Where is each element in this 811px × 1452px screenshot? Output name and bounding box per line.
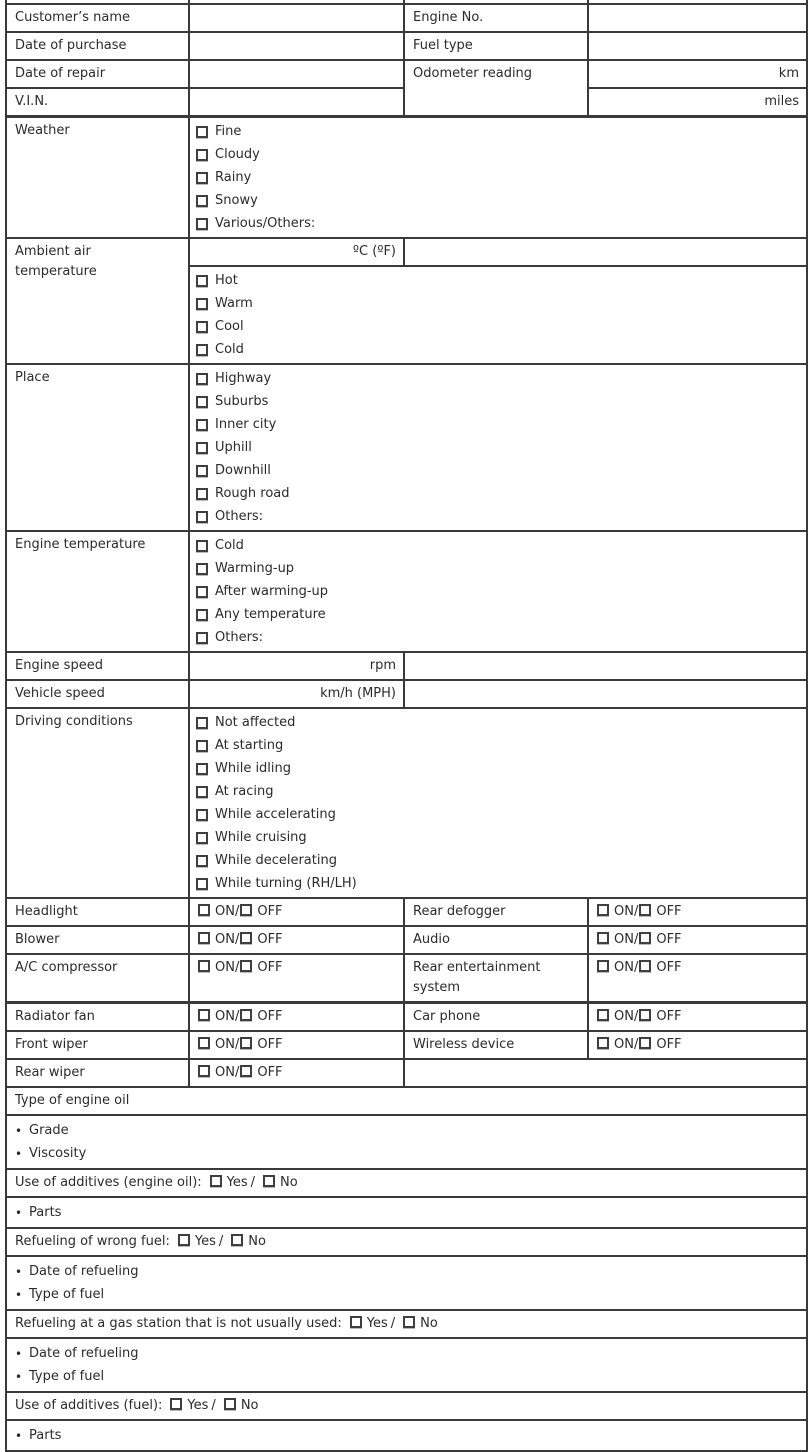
- parts-row-2: [6, 1420, 807, 1451]
- bullet-item: [15, 1201, 798, 1224]
- question-text: Use of additives (fuel):: [15, 1398, 163, 1413]
- checkbox-option[interactable]: [196, 390, 800, 413]
- bullet-icon: •: [15, 1146, 23, 1161]
- bullet-item: [15, 1283, 798, 1306]
- no-label: No: [248, 1234, 266, 1249]
- checkbox-icon[interactable]: [198, 904, 210, 916]
- checkbox-icon[interactable]: [196, 763, 208, 775]
- use-of-additives-fuel-cell: [6, 1392, 807, 1420]
- radiator-fan-onoff-cell: [189, 1003, 404, 1032]
- headlight-label: Headlight: [6, 898, 189, 926]
- vehicle-speed-unit-cell[interactable]: km/h (MPH): [189, 680, 404, 708]
- table-row: [6, 32, 807, 60]
- checkbox-option[interactable]: [196, 166, 800, 189]
- option-label: Others:: [215, 508, 264, 524]
- checkbox-icon[interactable]: [263, 1175, 275, 1187]
- checkbox-icon[interactable]: [196, 609, 208, 621]
- on-label: ON/: [614, 904, 639, 919]
- yes-label: Yes: [226, 1175, 248, 1190]
- checkbox-icon[interactable]: [196, 786, 208, 798]
- option-label: Not affected: [215, 714, 296, 730]
- bullet-label: Type of fuel: [29, 1368, 105, 1384]
- refueling-details-cell-2: [6, 1338, 807, 1392]
- blower-onoff-cell: [189, 926, 404, 954]
- radiator-fan-row: [6, 1003, 807, 1032]
- fuel-type-input-cell[interactable]: [588, 32, 807, 60]
- gas-station-row: [6, 1310, 807, 1338]
- checkbox-icon[interactable]: [198, 960, 210, 972]
- checkbox-icon[interactable]: [210, 1175, 222, 1187]
- engine-temperature-label: Engine temperature: [6, 531, 189, 652]
- date-of-purchase-label: Date of purchase: [6, 32, 189, 60]
- option-label: At racing: [215, 783, 274, 799]
- vin-input-cell[interactable]: [189, 88, 404, 117]
- checkbox-option[interactable]: [196, 780, 800, 803]
- engine-temperature-options-cell: [189, 531, 807, 652]
- bullet-item: [15, 1142, 798, 1165]
- option-label: Warm: [215, 295, 253, 311]
- checkbox-icon[interactable]: [196, 878, 208, 890]
- option-label: Fine: [215, 123, 242, 139]
- option-label: At starting: [215, 737, 284, 753]
- headlight-row: [6, 898, 807, 926]
- on-label: ON/: [215, 1037, 240, 1052]
- rear-entertainment-onoff-cell: [588, 954, 807, 1003]
- wireless-device-label: Wireless device: [404, 1031, 588, 1059]
- off-label: OFF: [656, 960, 682, 975]
- off-label: OFF: [257, 1037, 283, 1052]
- date-of-purchase-input-cell[interactable]: [189, 32, 404, 60]
- rear-entertainment-system-label: [404, 954, 588, 1003]
- option-label: Others:: [215, 629, 264, 645]
- bullet-icon: •: [15, 1346, 23, 1361]
- bullet-label: Date of refueling: [29, 1345, 139, 1361]
- off-label: OFF: [257, 1065, 283, 1080]
- option-label: Snowy: [215, 192, 258, 208]
- checkbox-icon[interactable]: [196, 540, 208, 552]
- option-label: Cool: [215, 318, 244, 334]
- no-label: No: [420, 1316, 438, 1331]
- use-of-additives-oil-cell: [6, 1169, 807, 1197]
- question-text: Use of additives (engine oil):: [15, 1175, 202, 1190]
- bullet-label: Parts: [29, 1204, 62, 1220]
- refueling-details-row: [6, 1256, 807, 1310]
- engine-no-input-cell[interactable]: [588, 4, 807, 32]
- ambient-options-cell: [189, 266, 807, 364]
- radiator-fan-label: Radiator fan: [6, 1003, 189, 1032]
- engine-temperature-row: [6, 531, 807, 652]
- use-of-additives-fuel-row: [6, 1392, 807, 1420]
- checkbox-icon[interactable]: [639, 932, 651, 944]
- on-label: ON/: [215, 1065, 240, 1080]
- checkbox-icon[interactable]: [198, 1037, 210, 1049]
- checkbox-option[interactable]: [196, 292, 800, 315]
- vehicle-speed-label: Vehicle speed: [6, 680, 189, 708]
- bullet-item: [15, 1119, 798, 1142]
- checkbox-icon[interactable]: [240, 904, 252, 916]
- checkbox-icon[interactable]: [196, 465, 208, 477]
- off-label: OFF: [257, 904, 283, 919]
- table-row: [6, 60, 807, 88]
- vehicle-diagnostic-form-table: [5, 0, 808, 1452]
- option-label: While turning (RH/LH): [215, 875, 357, 891]
- on-label: ON/: [614, 932, 639, 947]
- checkbox-icon[interactable]: [196, 586, 208, 598]
- checkbox-option[interactable]: [196, 826, 800, 849]
- bullet-icon: •: [15, 1369, 23, 1384]
- ambient-value-input-cell[interactable]: [404, 238, 807, 266]
- checkbox-icon[interactable]: [196, 195, 208, 207]
- oil-bullets-row: [6, 1115, 807, 1169]
- parts-row: [6, 1197, 807, 1228]
- separator: /: [211, 1398, 216, 1413]
- type-of-engine-oil-label: Type of engine oil: [6, 1087, 807, 1115]
- option-label: Cloudy: [215, 146, 260, 162]
- rear-wiper-row: [6, 1059, 807, 1087]
- checkbox-icon[interactable]: [196, 511, 208, 523]
- option-label: Suburbs: [215, 393, 269, 409]
- checkbox-icon[interactable]: [196, 149, 208, 161]
- option-label: Warming-up: [215, 560, 295, 576]
- checkbox-icon[interactable]: [198, 1009, 210, 1021]
- checkbox-icon[interactable]: [196, 344, 208, 356]
- yes-label: Yes: [366, 1316, 388, 1331]
- separator: /: [218, 1234, 224, 1249]
- checkbox-icon[interactable]: [196, 809, 208, 821]
- checkbox-icon[interactable]: [403, 1316, 415, 1328]
- vin-label: V.I.N.: [6, 88, 189, 117]
- no-label: No: [240, 1398, 259, 1413]
- car-phone-onoff-cell: [588, 1003, 807, 1032]
- yes-label: Yes: [194, 1234, 216, 1249]
- checkbox-option[interactable]: [196, 143, 800, 166]
- separator: /: [390, 1316, 396, 1331]
- bullet-label: Date of refueling: [29, 1263, 139, 1279]
- checkbox-icon[interactable]: [196, 275, 208, 287]
- checkbox-icon[interactable]: [639, 1037, 651, 1049]
- rear-defogger-label: Rear defogger: [404, 898, 588, 926]
- checkbox-icon[interactable]: [170, 1398, 182, 1410]
- checkbox-icon[interactable]: [350, 1316, 362, 1328]
- rear-wiper-label: Rear wiper: [6, 1059, 189, 1087]
- engine-speed-label: Engine speed: [6, 652, 189, 680]
- option-label: While decelerating: [215, 852, 337, 868]
- bullet-icon: •: [15, 1287, 23, 1302]
- ambient-air-temperature-label: [6, 238, 189, 364]
- bullet-icon: •: [15, 1264, 23, 1279]
- rear-wiper-onoff-cell: [189, 1059, 404, 1087]
- checkbox-icon[interactable]: [196, 717, 208, 729]
- bullet-icon: •: [15, 1123, 23, 1138]
- option-label: Hot: [215, 272, 238, 288]
- fuel-type-label: Fuel type: [404, 32, 588, 60]
- option-label: Rough road: [215, 485, 290, 501]
- off-label: OFF: [257, 1009, 283, 1024]
- checkbox-option[interactable]: [196, 367, 800, 390]
- checkbox-option[interactable]: [196, 534, 800, 557]
- oil-bullets-cell: [6, 1115, 807, 1169]
- blower-label: Blower: [6, 926, 189, 954]
- no-label: No: [280, 1175, 298, 1190]
- checkbox-option[interactable]: [196, 626, 800, 649]
- checkbox-icon[interactable]: [240, 960, 252, 972]
- checkbox-icon[interactable]: [639, 1009, 651, 1021]
- checkbox-icon[interactable]: [224, 1398, 236, 1410]
- checkbox-icon[interactable]: [597, 1037, 609, 1049]
- refueling-details-cell: [6, 1256, 807, 1310]
- checkbox-icon[interactable]: [231, 1234, 243, 1246]
- option-label: Downhill: [215, 462, 271, 478]
- checkbox-icon[interactable]: [196, 855, 208, 867]
- checkbox-option[interactable]: [196, 557, 800, 580]
- checkbox-icon[interactable]: [196, 298, 208, 310]
- odometer-miles-cell[interactable]: miles: [588, 88, 807, 117]
- option-label: Inner city: [215, 416, 277, 432]
- label-line: temperature: [15, 264, 97, 279]
- bullet-label: Grade: [29, 1122, 69, 1138]
- checkbox-icon[interactable]: [178, 1234, 190, 1246]
- front-wiper-label: Front wiper: [6, 1031, 189, 1059]
- checkbox-icon[interactable]: [240, 1009, 252, 1021]
- checkbox-icon[interactable]: [196, 740, 208, 752]
- off-label: OFF: [656, 932, 682, 947]
- checkbox-option[interactable]: [196, 269, 800, 292]
- place-label: Place: [6, 364, 189, 531]
- on-label: ON/: [215, 932, 240, 947]
- checkbox-option[interactable]: [196, 413, 800, 436]
- blower-row: [6, 926, 807, 954]
- checkbox-option[interactable]: [196, 315, 800, 338]
- checkbox-option[interactable]: [196, 734, 800, 757]
- option-label: While accelerating: [215, 806, 336, 822]
- checkbox-option[interactable]: [196, 505, 800, 528]
- checkbox-option[interactable]: [196, 872, 800, 895]
- on-label: ON/: [215, 1009, 240, 1024]
- ambient-unit-cell[interactable]: ºC (ºF): [189, 238, 404, 266]
- odometer-km-cell[interactable]: km: [588, 60, 807, 88]
- table-row: [6, 4, 807, 32]
- checkbox-icon[interactable]: [196, 396, 208, 408]
- checkbox-icon[interactable]: [240, 1037, 252, 1049]
- date-of-repair-label: Date of repair: [6, 60, 189, 88]
- option-label: Any temperature: [215, 606, 326, 622]
- engine-speed-unit-cell[interactable]: rpm: [189, 652, 404, 680]
- customers-name-input-cell[interactable]: [189, 4, 404, 32]
- weather-row: [6, 117, 807, 239]
- checkbox-icon[interactable]: [198, 1065, 210, 1077]
- bullet-item: [15, 1260, 798, 1283]
- checkbox-option[interactable]: [196, 803, 800, 826]
- ac-compressor-row: [6, 954, 807, 1003]
- option-label: Various/Others:: [215, 215, 316, 231]
- bullet-label: Viscosity: [29, 1145, 87, 1161]
- driving-conditions-options-cell: [189, 708, 807, 898]
- customers-name-label: Customer’s name: [6, 4, 189, 32]
- refueling-wrong-fuel-cell: [6, 1228, 807, 1256]
- checkbox-option[interactable]: [196, 580, 800, 603]
- label-text: Rear entertainment system: [413, 960, 541, 995]
- checkbox-icon[interactable]: [196, 172, 208, 184]
- checkbox-icon[interactable]: [196, 126, 208, 138]
- question-text: Refueling of wrong fuel:: [15, 1234, 170, 1249]
- front-wiper-row: [6, 1031, 807, 1059]
- option-label: While idling: [215, 760, 292, 776]
- engine-speed-input-cell[interactable]: [404, 652, 807, 680]
- yes-label: Yes: [187, 1398, 209, 1413]
- empty-cell: [404, 1059, 807, 1087]
- checkbox-icon[interactable]: [597, 960, 609, 972]
- checkbox-option[interactable]: [196, 436, 800, 459]
- checkbox-option[interactable]: [196, 849, 800, 872]
- place-row: [6, 364, 807, 531]
- checkbox-icon[interactable]: [240, 1065, 252, 1077]
- checkbox-option[interactable]: [196, 711, 800, 734]
- headlight-onoff-cell: [189, 898, 404, 926]
- bullet-item: [15, 1424, 798, 1447]
- on-label: ON/: [614, 1037, 639, 1052]
- weather-label: Weather: [6, 117, 189, 239]
- audio-label: Audio: [404, 926, 588, 954]
- bullet-label: Type of fuel: [29, 1286, 105, 1302]
- checkbox-option[interactable]: [196, 338, 800, 361]
- bullet-icon: •: [15, 1428, 23, 1443]
- bullet-item: [15, 1365, 798, 1388]
- checkbox-icon[interactable]: [196, 419, 208, 431]
- option-label: Cold: [215, 537, 244, 553]
- ac-compressor-onoff-cell: [189, 954, 404, 1003]
- checkbox-option[interactable]: [196, 482, 800, 505]
- checkbox-option[interactable]: [196, 757, 800, 780]
- option-label: Rainy: [215, 169, 252, 185]
- checkbox-icon[interactable]: [196, 632, 208, 644]
- parts-cell-2: [6, 1420, 807, 1451]
- bullet-item: [15, 1342, 798, 1365]
- on-label: ON/: [215, 904, 240, 919]
- option-label: Highway: [215, 370, 272, 386]
- audio-onoff-cell: [588, 926, 807, 954]
- engine-speed-row: [6, 652, 807, 680]
- type-of-engine-oil-row: [6, 1087, 807, 1115]
- car-phone-label: Car phone: [404, 1003, 588, 1032]
- on-label: ON/: [215, 960, 240, 975]
- checkbox-icon[interactable]: [240, 932, 252, 944]
- front-wiper-onoff-cell: [189, 1031, 404, 1059]
- ambient-unit-row: [6, 238, 807, 266]
- checkbox-option[interactable]: [196, 120, 800, 143]
- checkbox-icon[interactable]: [198, 932, 210, 944]
- checkbox-icon[interactable]: [196, 321, 208, 333]
- on-label: ON/: [614, 1009, 639, 1024]
- checkbox-icon[interactable]: [597, 904, 609, 916]
- place-options-cell: [189, 364, 807, 531]
- option-label: Uphill: [215, 439, 252, 455]
- parts-cell: [6, 1197, 807, 1228]
- option-label: After warming-up: [215, 583, 329, 599]
- question-text: Refueling at a gas station that is not usually used:: [15, 1316, 342, 1331]
- on-label: ON/: [614, 960, 639, 975]
- checkbox-option[interactable]: [196, 603, 800, 626]
- bullet-label: Parts: [29, 1427, 62, 1443]
- option-label: Cold: [215, 341, 244, 357]
- checkbox-icon[interactable]: [196, 488, 208, 500]
- checkbox-icon[interactable]: [196, 373, 208, 385]
- rear-defogger-onoff-cell: [588, 898, 807, 926]
- checkbox-option[interactable]: [196, 189, 800, 212]
- checkbox-icon[interactable]: [597, 1009, 609, 1021]
- checkbox-icon[interactable]: [196, 832, 208, 844]
- off-label: OFF: [656, 904, 682, 919]
- off-label: OFF: [257, 960, 283, 975]
- checkbox-icon[interactable]: [639, 904, 651, 916]
- wireless-device-onoff-cell: [588, 1031, 807, 1059]
- checkbox-icon[interactable]: [196, 563, 208, 575]
- vehicle-speed-row: [6, 680, 807, 708]
- checkbox-icon[interactable]: [639, 960, 651, 972]
- bullet-icon: •: [15, 1205, 23, 1220]
- driving-conditions-row: [6, 708, 807, 898]
- label-line: Ambient air: [15, 244, 91, 259]
- refueling-details-row-2: [6, 1338, 807, 1392]
- odometer-reading-label: Odometer reading: [404, 60, 588, 117]
- gas-station-cell: [6, 1310, 807, 1338]
- engine-no-label: Engine No.: [404, 4, 588, 32]
- checkbox-icon[interactable]: [196, 442, 208, 454]
- off-label: OFF: [656, 1009, 682, 1024]
- use-of-additives-oil-row: [6, 1169, 807, 1197]
- date-of-repair-input-cell[interactable]: [189, 60, 404, 88]
- checkbox-option[interactable]: [196, 459, 800, 482]
- off-label: OFF: [656, 1037, 682, 1052]
- option-label: While cruising: [215, 829, 307, 845]
- ac-compressor-label: A/C compressor: [6, 954, 189, 1003]
- vehicle-speed-input-cell[interactable]: [404, 680, 807, 708]
- checkbox-icon[interactable]: [597, 932, 609, 944]
- refueling-wrong-fuel-row: [6, 1228, 807, 1256]
- checkbox-icon[interactable]: [196, 218, 208, 230]
- driving-conditions-label: Driving conditions: [6, 708, 189, 898]
- weather-options-cell: [189, 117, 807, 239]
- off-label: OFF: [257, 932, 283, 947]
- checkbox-option[interactable]: [196, 212, 800, 235]
- separator: /: [250, 1175, 256, 1190]
